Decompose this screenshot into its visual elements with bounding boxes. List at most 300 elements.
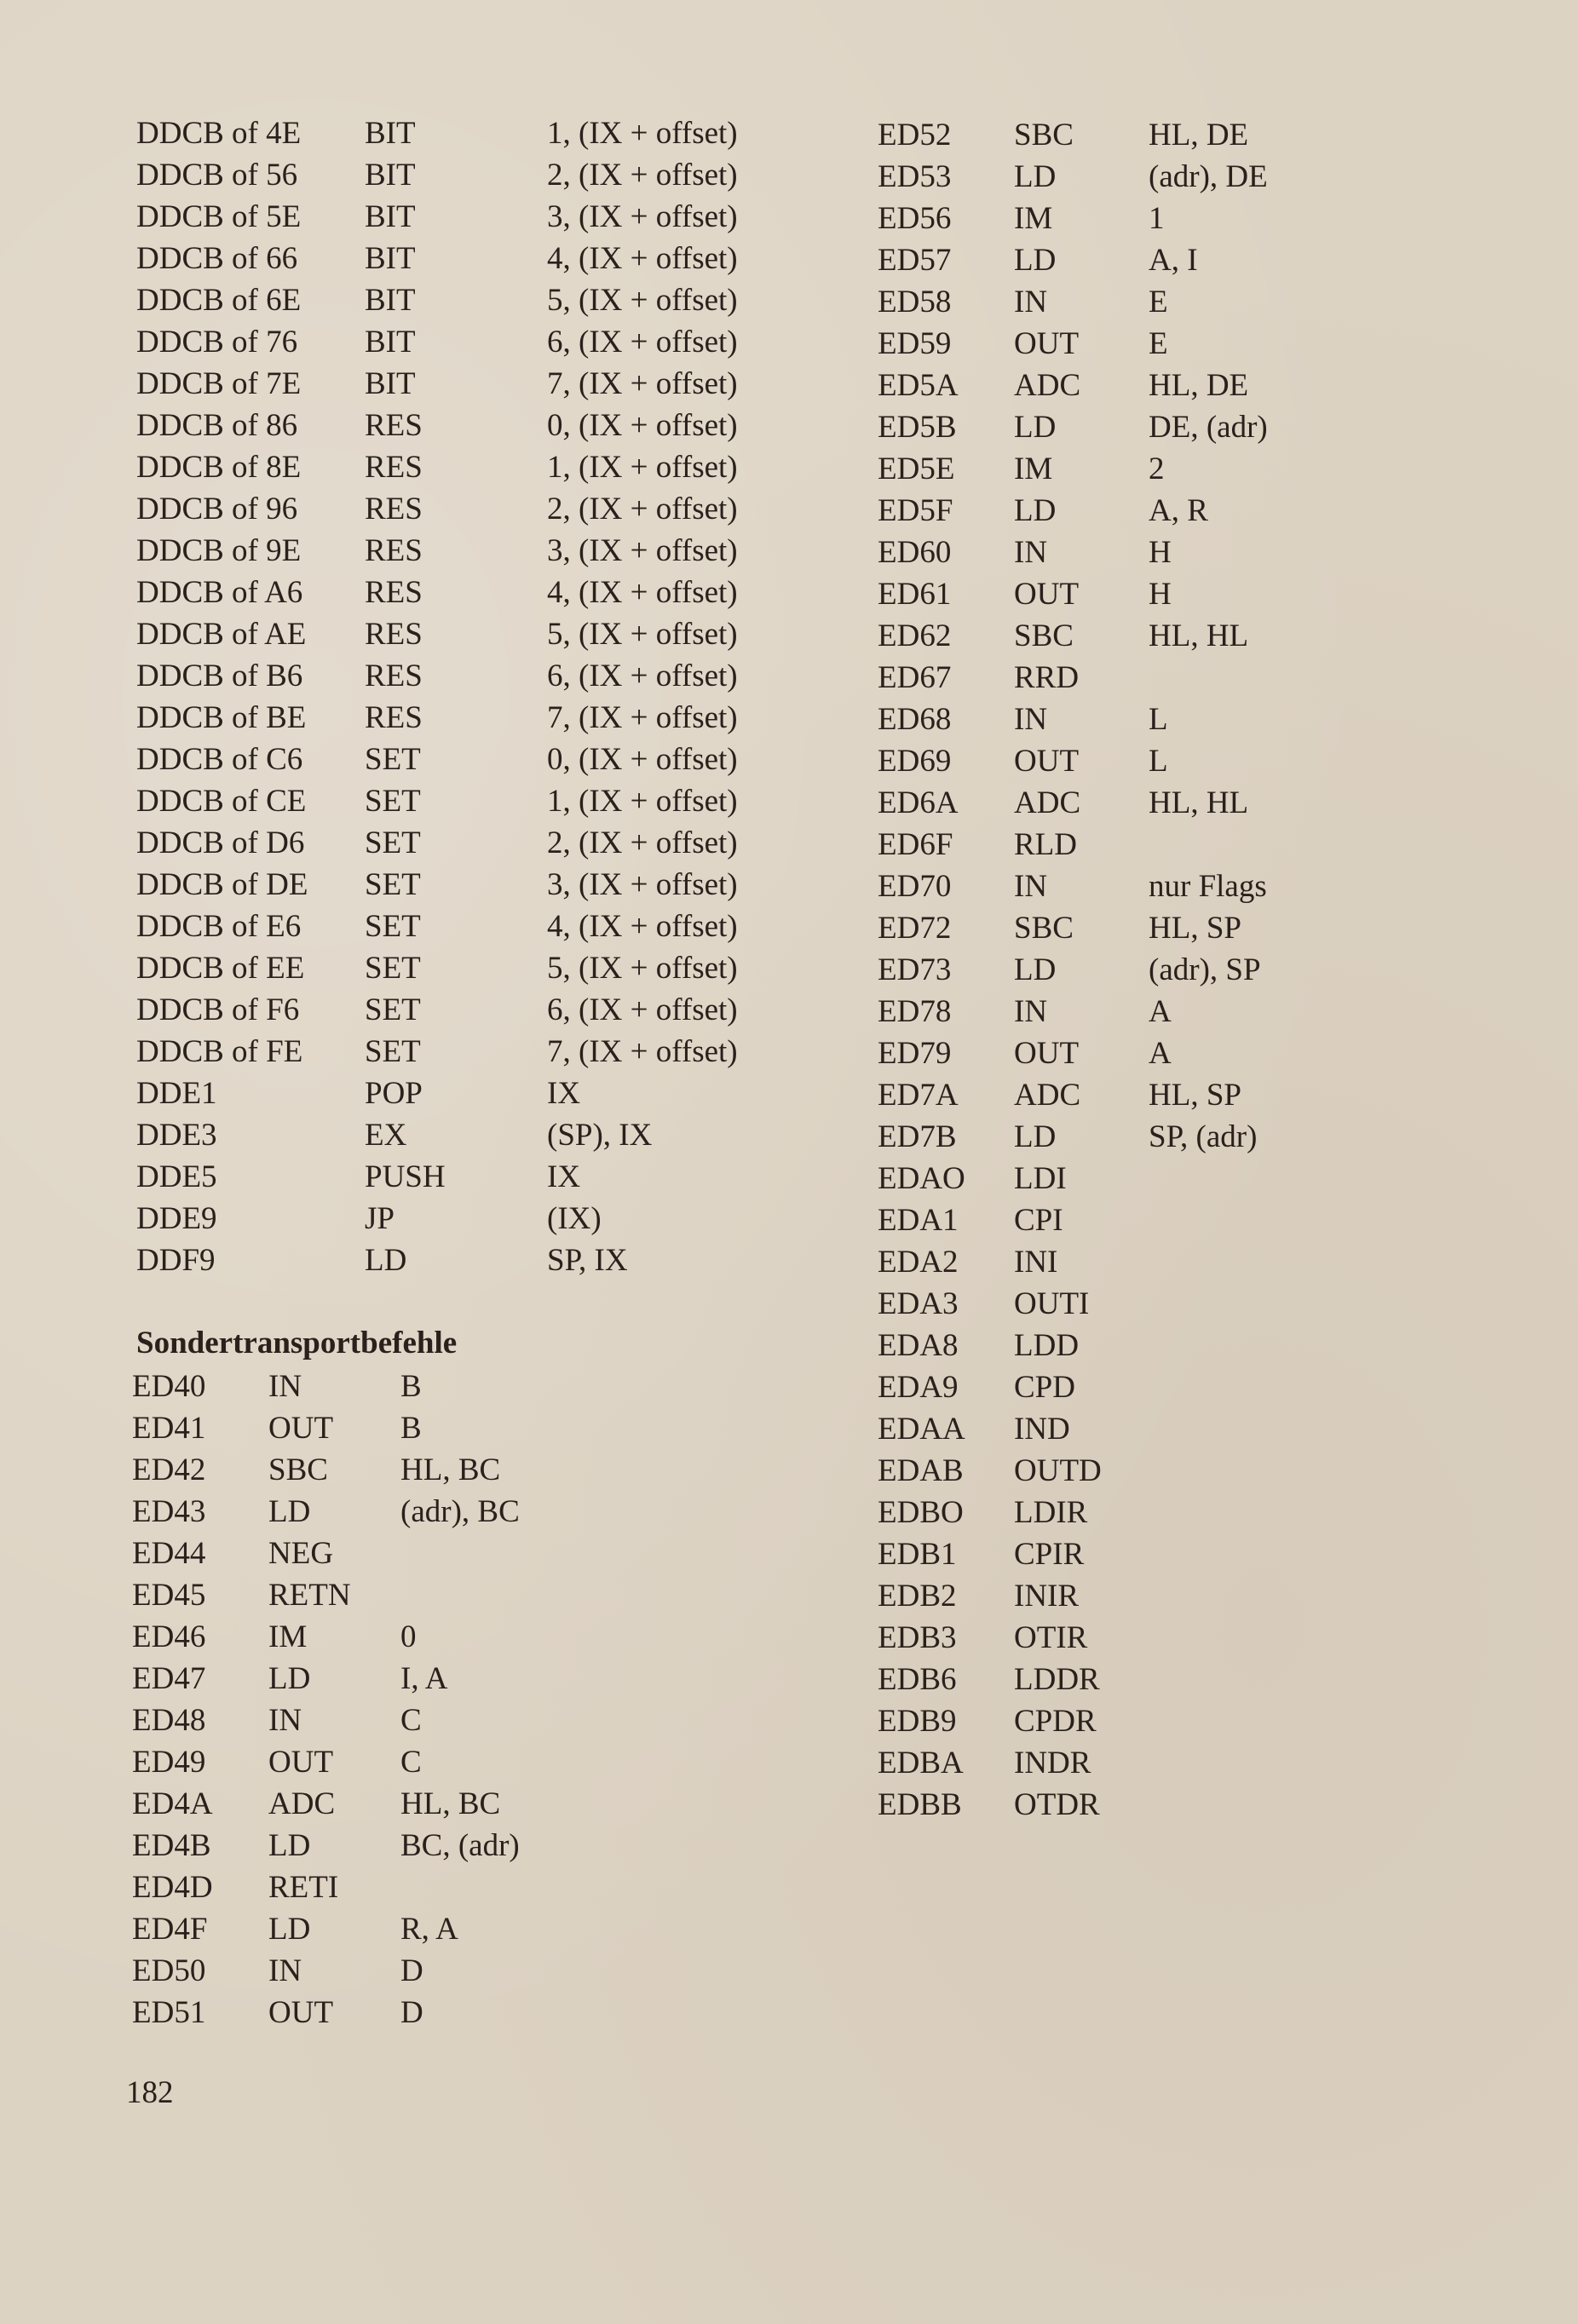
operand-cell: 0 <box>400 1619 417 1654</box>
mnemonic-cell: CPI <box>1014 1203 1063 1238</box>
opcode-cell: EDA2 <box>878 1245 959 1280</box>
mnemonic-cell: RES <box>365 617 423 652</box>
mnemonic-cell: OUT <box>1014 1036 1080 1071</box>
mnemonic-cell: SET <box>365 909 421 944</box>
mnemonic-cell: LD <box>365 1243 407 1278</box>
table-row <box>878 1617 1559 1659</box>
table-row <box>136 238 784 279</box>
table-row <box>136 1114 784 1156</box>
table-row <box>878 1659 1559 1700</box>
table-row <box>136 906 784 947</box>
table-row <box>878 657 1559 699</box>
mnemonic-cell: SET <box>365 742 421 777</box>
operand-cell: 6, (IX + offset) <box>547 992 738 1027</box>
mnemonic-cell: IN <box>268 1369 302 1404</box>
table-row <box>132 1783 609 1825</box>
mnemonic-cell: ADC <box>268 1786 336 1821</box>
table-row <box>878 1366 1559 1408</box>
mnemonic-cell: IN <box>1014 702 1048 737</box>
opcode-cell: DDCB of 56 <box>136 158 298 193</box>
opcode-cell: DDCB of A6 <box>136 575 303 610</box>
opcode-cell: DDCB of 9E <box>136 533 302 568</box>
mnemonic-cell: BIT <box>365 325 416 360</box>
opcode-cell: DDCB of F6 <box>136 992 300 1027</box>
table-row <box>878 323 1559 365</box>
operand-cell: HL, BC <box>400 1452 501 1487</box>
opcode-cell: ED58 <box>878 285 952 319</box>
mnemonic-cell: LD <box>1014 493 1057 528</box>
mnemonic-cell: RES <box>365 659 423 693</box>
operand-cell: HL, DE <box>1149 368 1249 403</box>
table-row <box>878 490 1559 532</box>
mnemonic-cell: RES <box>365 533 423 568</box>
operand-cell: B <box>400 1369 422 1404</box>
table-row <box>878 740 1559 782</box>
operand-cell: 5, (IX + offset) <box>547 617 738 652</box>
opcode-cell: ED40 <box>132 1369 206 1404</box>
mnemonic-cell: PUSH <box>365 1159 446 1194</box>
opcode-cell: ED6A <box>878 785 959 820</box>
operand-cell: (SP), IX <box>547 1118 653 1153</box>
opcode-cell: EDAO <box>878 1161 965 1196</box>
opcode-cell: EDBA <box>878 1746 964 1780</box>
operand-cell: 4, (IX + offset) <box>547 909 738 944</box>
section-heading: Sondertransportbefehle <box>136 1326 458 1360</box>
table-row <box>878 1450 1559 1492</box>
opcode-cell: ED7A <box>878 1078 959 1113</box>
table-row <box>136 572 784 613</box>
operand-cell: A <box>1149 1036 1172 1071</box>
table-row <box>878 365 1559 406</box>
table-row <box>132 1908 609 1950</box>
mnemonic-cell: LD <box>1014 1119 1057 1154</box>
table-row <box>132 1950 609 1992</box>
mnemonic-cell: LD <box>268 1494 311 1529</box>
opcode-cell: EDAB <box>878 1453 964 1488</box>
table-row <box>132 1741 609 1783</box>
operand-cell: I, A <box>400 1661 448 1696</box>
operand-cell: (adr), SP <box>1149 952 1261 987</box>
opcode-cell: ED48 <box>132 1703 206 1738</box>
opcode-cell: DDCB of 7E <box>136 366 302 401</box>
operand-cell: B <box>400 1411 422 1446</box>
table-row <box>132 1407 609 1449</box>
opcode-cell: ED50 <box>132 1953 206 1988</box>
table-row <box>136 613 784 655</box>
table-row <box>132 1533 609 1574</box>
mnemonic-cell: INIR <box>1014 1579 1080 1614</box>
mnemonic-cell: ADC <box>1014 368 1081 403</box>
mnemonic-cell: SBC <box>268 1452 328 1487</box>
opcode-cell: DDCB of 8E <box>136 450 302 485</box>
table-row <box>136 739 784 780</box>
mnemonic-cell: IN <box>268 1703 302 1738</box>
operand-cell: HL, DE <box>1149 118 1249 152</box>
opcode-cell: DDCB of E6 <box>136 909 302 944</box>
table-row <box>878 615 1559 657</box>
table-row <box>878 1116 1559 1158</box>
mnemonic-cell: ADC <box>1014 785 1081 820</box>
opcode-cell: EDB3 <box>878 1620 957 1655</box>
mnemonic-cell: CPDR <box>1014 1704 1097 1739</box>
mnemonic-cell: SET <box>365 784 421 819</box>
operand-cell: D <box>400 1953 423 1988</box>
mnemonic-cell: POP <box>365 1076 423 1111</box>
opcode-cell: DDCB of CE <box>136 784 307 819</box>
operand-cell: 5, (IX + offset) <box>547 951 738 986</box>
table-row <box>132 1700 609 1741</box>
table-row <box>136 488 784 530</box>
mnemonic-cell: IN <box>1014 869 1048 904</box>
opcode-cell: DDCB of DE <box>136 867 308 902</box>
table-row <box>878 1533 1559 1575</box>
table-row <box>878 1700 1559 1742</box>
opcode-cell: DDCB of 5E <box>136 199 302 234</box>
operand-cell: SP, IX <box>547 1243 628 1278</box>
operand-cell: 0, (IX + offset) <box>547 408 738 443</box>
opcode-cell: ED53 <box>878 159 952 194</box>
operand-cell: 2 <box>1149 452 1165 486</box>
operand-cell: 0, (IX + offset) <box>547 742 738 777</box>
operand-cell: H <box>1149 535 1172 570</box>
table-row <box>132 1574 609 1616</box>
opcode-cell: DDCB of D6 <box>136 825 305 860</box>
mnemonic-cell: LDI <box>1014 1161 1067 1196</box>
operand-cell: HL, BC <box>400 1786 501 1821</box>
mnemonic-cell: EX <box>365 1118 407 1153</box>
mnemonic-cell: RETI <box>268 1870 339 1905</box>
operand-cell: BC, (adr) <box>400 1828 520 1863</box>
mnemonic-cell: RES <box>365 450 423 485</box>
opcode-cell: EDB1 <box>878 1537 957 1572</box>
table-row <box>878 239 1559 281</box>
table-row <box>878 114 1559 156</box>
table-row <box>136 822 784 864</box>
table-row <box>878 1074 1559 1116</box>
mnemonic-cell: LD <box>1014 159 1057 194</box>
mnemonic-cell: RES <box>365 700 423 735</box>
mnemonic-cell: RETN <box>268 1578 351 1613</box>
mnemonic-cell: BIT <box>365 158 416 193</box>
opcode-cell: ED6F <box>878 827 953 862</box>
table-row <box>878 949 1559 991</box>
operand-cell: 1, (IX + offset) <box>547 450 738 485</box>
mnemonic-cell: RES <box>365 575 423 610</box>
opcode-cell: ED4D <box>132 1870 213 1905</box>
mnemonic-cell: LD <box>1014 410 1057 445</box>
opcode-cell: DDCB of C6 <box>136 742 303 777</box>
opcode-cell: ED73 <box>878 952 952 987</box>
operand-cell: IX <box>547 1159 581 1194</box>
opcode-cell: ED56 <box>878 201 952 236</box>
mnemonic-cell: CPD <box>1014 1370 1075 1405</box>
operand-cell: C <box>400 1745 422 1780</box>
table-row <box>136 112 784 154</box>
opcode-cell: ED4A <box>132 1786 213 1821</box>
mnemonic-cell: RRD <box>1014 660 1080 695</box>
table-row <box>878 1492 1559 1533</box>
opcode-cell: ED78 <box>878 994 952 1029</box>
table-row <box>136 989 784 1031</box>
table-row <box>136 1198 784 1240</box>
mnemonic-cell: LDD <box>1014 1328 1080 1363</box>
opcode-cell: EDA3 <box>878 1286 959 1321</box>
table-row <box>132 1825 609 1867</box>
mnemonic-cell: IM <box>268 1619 308 1654</box>
table-row <box>136 363 784 405</box>
opcode-cell: ED5F <box>878 493 953 528</box>
mnemonic-cell: LDIR <box>1014 1495 1088 1530</box>
opcode-cell: DDE1 <box>136 1076 217 1111</box>
operand-cell: HL, SP <box>1149 1078 1241 1113</box>
operand-cell: 6, (IX + offset) <box>547 659 738 693</box>
operand-cell: DE, (adr) <box>1149 410 1268 445</box>
mnemonic-cell: LD <box>268 1661 311 1696</box>
operand-cell: (adr), BC <box>400 1494 520 1529</box>
opcode-cell: ED5A <box>878 368 959 403</box>
opcode-cell: ED59 <box>878 326 952 361</box>
mnemonic-cell: IN <box>1014 285 1048 319</box>
mnemonic-cell: CPIR <box>1014 1537 1085 1572</box>
operand-cell: 3, (IX + offset) <box>547 533 738 568</box>
opcode-cell: DDF9 <box>136 1243 216 1278</box>
mnemonic-cell: BIT <box>365 241 416 276</box>
table-row <box>878 1283 1559 1325</box>
mnemonic-cell: OUT <box>268 1745 334 1780</box>
operand-cell: HL, HL <box>1149 618 1249 653</box>
table-row <box>878 1784 1559 1826</box>
opcode-cell: DDCB of FE <box>136 1034 303 1069</box>
mnemonic-cell: LD <box>1014 952 1057 987</box>
table-row <box>132 1867 609 1908</box>
table-row <box>132 1992 609 2034</box>
opcode-cell: ED7B <box>878 1119 957 1154</box>
table-row <box>136 947 784 989</box>
opcode-cell: EDB2 <box>878 1579 957 1614</box>
opcode-cell: ED62 <box>878 618 952 653</box>
mnemonic-cell: OUTD <box>1014 1453 1102 1488</box>
opcode-cell: ED52 <box>878 118 952 152</box>
mnemonic-cell: RES <box>365 408 423 443</box>
opcode-cell: DDCB of 4E <box>136 116 302 151</box>
opcode-cell: DDCB of AE <box>136 617 307 652</box>
opcode-table-ddcb <box>136 112 784 1281</box>
operand-cell: 3, (IX + offset) <box>547 199 738 234</box>
mnemonic-cell: LD <box>268 1912 311 1947</box>
opcode-cell: EDA9 <box>878 1370 959 1405</box>
opcode-table-ed-right <box>878 114 1559 1826</box>
mnemonic-cell: IND <box>1014 1412 1070 1447</box>
table-row <box>878 1408 1559 1450</box>
mnemonic-cell: ADC <box>1014 1078 1081 1113</box>
opcode-cell: DDCB of 96 <box>136 492 298 526</box>
table-row <box>878 573 1559 615</box>
operand-cell: 4, (IX + offset) <box>547 241 738 276</box>
mnemonic-cell: SET <box>365 825 421 860</box>
operand-cell: L <box>1149 744 1168 779</box>
table-row <box>878 198 1559 239</box>
table-row <box>136 154 784 196</box>
table-row <box>878 406 1559 448</box>
operand-cell: E <box>1149 326 1168 361</box>
operand-cell: 5, (IX + offset) <box>547 283 738 318</box>
table-row <box>878 156 1559 198</box>
table-row <box>878 448 1559 490</box>
table-row <box>878 699 1559 740</box>
mnemonic-cell: BIT <box>365 366 416 401</box>
mnemonic-cell: SBC <box>1014 118 1074 152</box>
opcode-cell: ED5E <box>878 452 955 486</box>
mnemonic-cell: NEG <box>268 1536 334 1571</box>
table-row <box>136 530 784 572</box>
table-row <box>132 1366 609 1407</box>
mnemonic-cell: RLD <box>1014 827 1077 862</box>
operand-cell: IX <box>547 1076 581 1111</box>
mnemonic-cell: OUT <box>268 1411 334 1446</box>
operand-cell: 2, (IX + offset) <box>547 158 738 193</box>
opcode-cell: EDA8 <box>878 1328 959 1363</box>
mnemonic-cell: OUT <box>1014 577 1080 612</box>
opcode-cell: ED79 <box>878 1036 952 1071</box>
operand-cell: R, A <box>400 1912 458 1947</box>
mnemonic-cell: INDR <box>1014 1746 1091 1780</box>
opcode-cell: ED44 <box>132 1536 206 1571</box>
mnemonic-cell: JP <box>365 1201 394 1236</box>
operand-cell: 6, (IX + offset) <box>547 325 738 360</box>
operand-cell: 2, (IX + offset) <box>547 492 738 526</box>
opcode-cell: DDE3 <box>136 1118 217 1153</box>
table-row <box>878 824 1559 866</box>
opcode-cell: ED68 <box>878 702 952 737</box>
table-row <box>136 655 784 697</box>
mnemonic-cell: IN <box>1014 994 1048 1029</box>
table-row <box>878 991 1559 1033</box>
operand-cell: A <box>1149 994 1172 1029</box>
mnemonic-cell: SET <box>365 951 421 986</box>
operand-cell: (adr), DE <box>1149 159 1268 194</box>
operand-cell: L <box>1149 702 1168 737</box>
opcode-cell: DDE9 <box>136 1201 217 1236</box>
opcode-cell: DDCB of 76 <box>136 325 298 360</box>
table-row <box>132 1616 609 1658</box>
operand-cell: HL, SP <box>1149 911 1241 946</box>
table-row <box>878 782 1559 824</box>
table-row <box>136 697 784 739</box>
mnemonic-cell: LD <box>1014 243 1057 278</box>
mnemonic-cell: BIT <box>365 199 416 234</box>
table-row <box>878 1575 1559 1617</box>
opcode-cell: DDCB of 6E <box>136 283 302 318</box>
mnemonic-cell: OTIR <box>1014 1620 1088 1655</box>
mnemonic-cell: OUT <box>268 1995 334 2030</box>
opcode-cell: ED43 <box>132 1494 206 1529</box>
opcode-cell: ED60 <box>878 535 952 570</box>
opcode-cell: ED46 <box>132 1619 206 1654</box>
table-row <box>136 446 784 488</box>
opcode-cell: EDB6 <box>878 1662 957 1697</box>
page-number: 182 <box>126 2075 174 2110</box>
table-row <box>878 866 1559 907</box>
table-row <box>136 1156 784 1198</box>
table-row <box>878 1033 1559 1074</box>
table-row <box>136 279 784 321</box>
opcode-cell: ED5B <box>878 410 957 445</box>
table-row <box>136 1073 784 1114</box>
table-row <box>878 907 1559 949</box>
mnemonic-cell: LDDR <box>1014 1662 1100 1697</box>
mnemonic-cell: IM <box>1014 452 1053 486</box>
mnemonic-cell: IN <box>1014 535 1048 570</box>
opcode-cell: EDBO <box>878 1495 964 1530</box>
table-row <box>878 1325 1559 1366</box>
opcode-cell: ED47 <box>132 1661 206 1696</box>
operand-cell: 1, (IX + offset) <box>547 784 738 819</box>
opcode-table-ed-left <box>132 1366 609 2034</box>
opcode-cell: EDB9 <box>878 1704 957 1739</box>
opcode-cell: ED51 <box>132 1995 206 2030</box>
operand-cell: 1 <box>1149 201 1165 236</box>
mnemonic-cell: RES <box>365 492 423 526</box>
opcode-cell: DDCB of 86 <box>136 408 298 443</box>
operand-cell: 7, (IX + offset) <box>547 1034 738 1069</box>
table-row <box>878 1158 1559 1199</box>
mnemonic-cell: OUTI <box>1014 1286 1090 1321</box>
opcode-cell: ED61 <box>878 577 952 612</box>
opcode-cell: ED41 <box>132 1411 206 1446</box>
table-row <box>878 1742 1559 1784</box>
table-row <box>878 532 1559 573</box>
mnemonic-cell: SBC <box>1014 618 1074 653</box>
table-row <box>136 321 784 363</box>
operand-cell: nur Flags <box>1149 869 1267 904</box>
operand-cell: C <box>400 1703 422 1738</box>
mnemonic-cell: LD <box>268 1828 311 1863</box>
mnemonic-cell: SBC <box>1014 911 1074 946</box>
table-row <box>878 281 1559 323</box>
opcode-cell: EDAA <box>878 1412 965 1447</box>
operand-cell: (IX) <box>547 1201 602 1236</box>
operand-cell: 4, (IX + offset) <box>547 575 738 610</box>
opcode-cell: ED57 <box>878 243 952 278</box>
operand-cell: E <box>1149 285 1168 319</box>
mnemonic-cell: BIT <box>365 283 416 318</box>
opcode-cell: ED67 <box>878 660 952 695</box>
opcode-cell: ED45 <box>132 1578 206 1613</box>
mnemonic-cell: BIT <box>365 116 416 151</box>
opcode-cell: ED72 <box>878 911 952 946</box>
operand-cell: 2, (IX + offset) <box>547 825 738 860</box>
mnemonic-cell: OTDR <box>1014 1787 1100 1822</box>
opcode-cell: DDCB of EE <box>136 951 305 986</box>
mnemonic-cell: IM <box>1014 201 1053 236</box>
operand-cell: 1, (IX + offset) <box>547 116 738 151</box>
opcode-cell: ED42 <box>132 1452 206 1487</box>
table-row <box>132 1658 609 1700</box>
operand-cell: A, I <box>1149 243 1198 278</box>
table-row <box>136 405 784 446</box>
operand-cell: SP, (adr) <box>1149 1119 1258 1154</box>
mnemonic-cell: OUT <box>1014 326 1080 361</box>
opcode-cell: DDCB of 66 <box>136 241 298 276</box>
opcode-cell: DDE5 <box>136 1159 217 1194</box>
table-row <box>132 1491 609 1533</box>
operand-cell: A, R <box>1149 493 1208 528</box>
mnemonic-cell: SET <box>365 867 421 902</box>
table-row <box>136 196 784 238</box>
operand-cell: H <box>1149 577 1172 612</box>
mnemonic-cell: OUT <box>1014 744 1080 779</box>
table-row <box>136 864 784 906</box>
